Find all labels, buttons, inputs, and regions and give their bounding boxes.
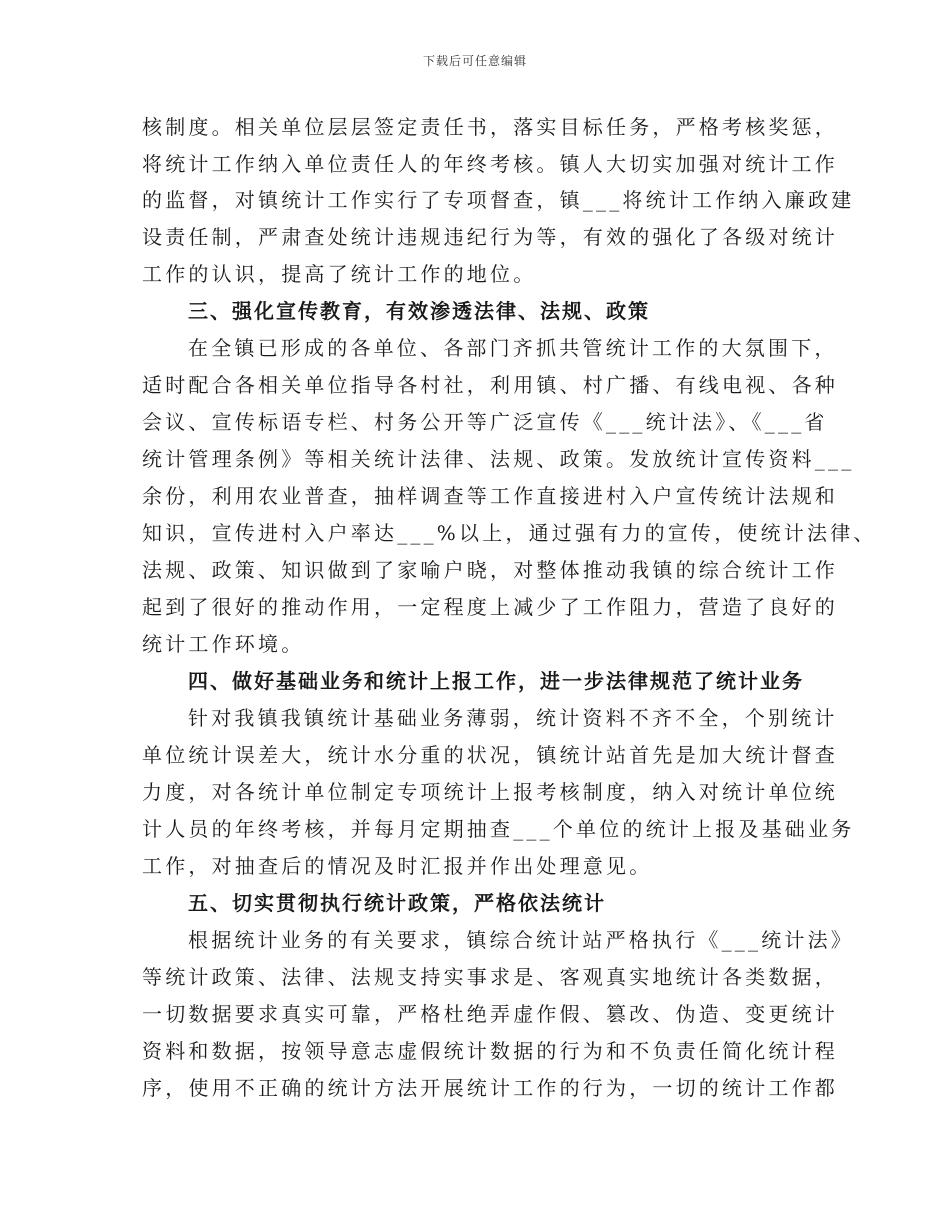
- body-line: 法规、政策、知识做到了家喻户晓，对整体推动我镇的综合统计工作: [142, 558, 838, 582]
- body-line: 资料和数据，按领导意志虚假统计数据的行为和不负责任简化统计程: [142, 1039, 838, 1063]
- body-line: 一切数据要求真实可靠，严格杜绝弄虚作假、篡改、伪造、变更统计: [142, 1002, 838, 1026]
- body-line: 单位统计误差大，统计水分重的状况，镇统计站首先是加大统计督查: [142, 743, 838, 767]
- body-line: 统计工作环境。: [142, 632, 305, 656]
- section-heading-4: 四、做好基础业务和统计上报工作，进一步法律规范了统计业务: [188, 669, 804, 693]
- body-line: 将统计工作纳入单位责任人的年终考核。镇人大切实加强对统计工作: [142, 152, 838, 176]
- body-line: 力度，对各统计单位制定专项统计上报考核制度，纳入对统计单位统: [142, 780, 838, 804]
- body-line: 余份，利用农业普查，抽样调查等工作直接进村入户宣传统计法规和: [142, 484, 838, 508]
- body-line: 根据统计业务的有关要求，镇综合统计站严格执行《___统计法》: [188, 928, 854, 952]
- body-line: 针对我镇我镇统计基础业务薄弱，统计资料不齐不全，个别统计: [188, 706, 838, 730]
- page-header: 下载后可任意编辑: [422, 54, 527, 68]
- body-line: 等统计政策、法律、法规支持实事求是、客观真实地统计各类数据，: [142, 965, 838, 989]
- body-line: 适时配合各相关单位指导各村社，利用镇、村广播、有线电视、各种: [142, 373, 838, 397]
- body-line: 统计管理条例》等相关统计法律、法规、政策。发放统计宣传资料___: [142, 447, 855, 471]
- body-line: 序，使用不正确的统计方法开展统计工作的行为，一切的统计工作都: [142, 1076, 838, 1100]
- section-heading-3: 三、强化宣传教育，有效渗透法律、法规、政策: [188, 299, 650, 323]
- body-line: 计人员的年终考核，并每月定期抽查___个单位的统计上报及基础业务: [142, 817, 855, 841]
- section-heading-5: 五、切实贯彻执行统计政策，严格依法统计: [188, 891, 606, 915]
- body-line: 设责任制，严肃查处统计违规违纪行为等，有效的强化了各级对统计: [142, 225, 838, 249]
- body-line: 工作的认识，提高了统计工作的地位。: [142, 262, 537, 286]
- body-line: 核制度。相关单位层层签定责任书，落实目标任务，严格考核奖惩，: [142, 115, 838, 139]
- body-line: 会议、宣传标语专栏、村务公开等广泛宣传《___统计法》、《___省: [142, 410, 828, 434]
- body-line: 在全镇已形成的各单位、各部门齐抓共管统计工作的大氛围下，: [188, 336, 838, 360]
- body-line: 知识，宣传进村入户率达___%以上，通过强有力的宣传，使统计法律、: [142, 521, 877, 545]
- body-line: 的监督，对镇统计工作实行了专项督查，镇___将统计工作纳入廉政建: [142, 188, 855, 212]
- body-line: 起到了很好的推动作用，一定程度上减少了工作阻力，营造了良好的: [142, 595, 838, 619]
- body-line: 工作，对抽查后的情况及时汇报并作出处理意见。: [142, 854, 653, 878]
